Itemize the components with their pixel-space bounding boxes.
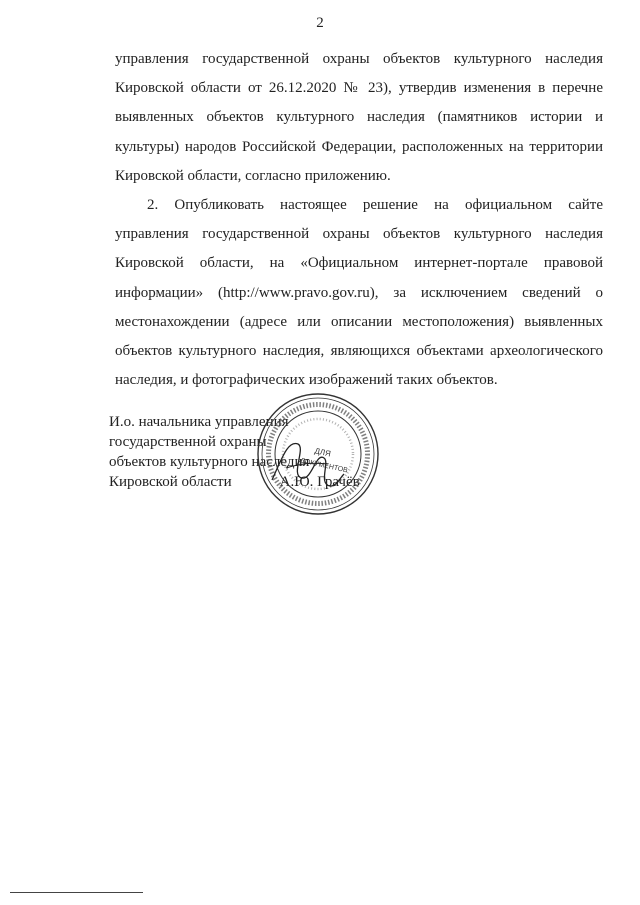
signer-name: А.Ю. Грачёв [279, 474, 360, 490]
document-body [115, 45, 603, 395]
signer-title-line-2: государственной охраны [109, 434, 267, 450]
signer-title-line-1: И.о. начальника управления [109, 414, 289, 430]
signer-title-region: Кировской области [109, 474, 232, 490]
stamp-text-1: ДЛЯ [313, 446, 332, 459]
signer-title-line-3: объектов культурного наследия [109, 454, 310, 470]
page-number: 2 [316, 15, 324, 31]
paragraph-2: 2. Опубликовать настоящее решение на официальном сайте управления государственной охраны объектов культурного наследия Кировской области, на «Официальном интернет-портале правовой информации» (http://www.pravo.gov.ru), за исключением сведений о местонахождении (адресе или описании местоположения) выявленных объектов культурного наследия, являющихся объектами археологического наследия, и фотографических изображений таких объектов. [115, 197, 603, 389]
stamp-text-2: ДОКУМЕНТОВ [299, 457, 349, 475]
handwritten-signature [268, 428, 348, 498]
paragraph-1-continuation: управления государственной охраны объектов культурного наследия Кировской области от 26.12.2020 № 23), утвердив изменения в перечне выявленных объектов культурного наследия (памятников истории и культуры) народов Российской Федерации, расположенных на территории Кировской области, согласно приложению. [115, 51, 603, 184]
footnote-separator [10, 892, 143, 893]
